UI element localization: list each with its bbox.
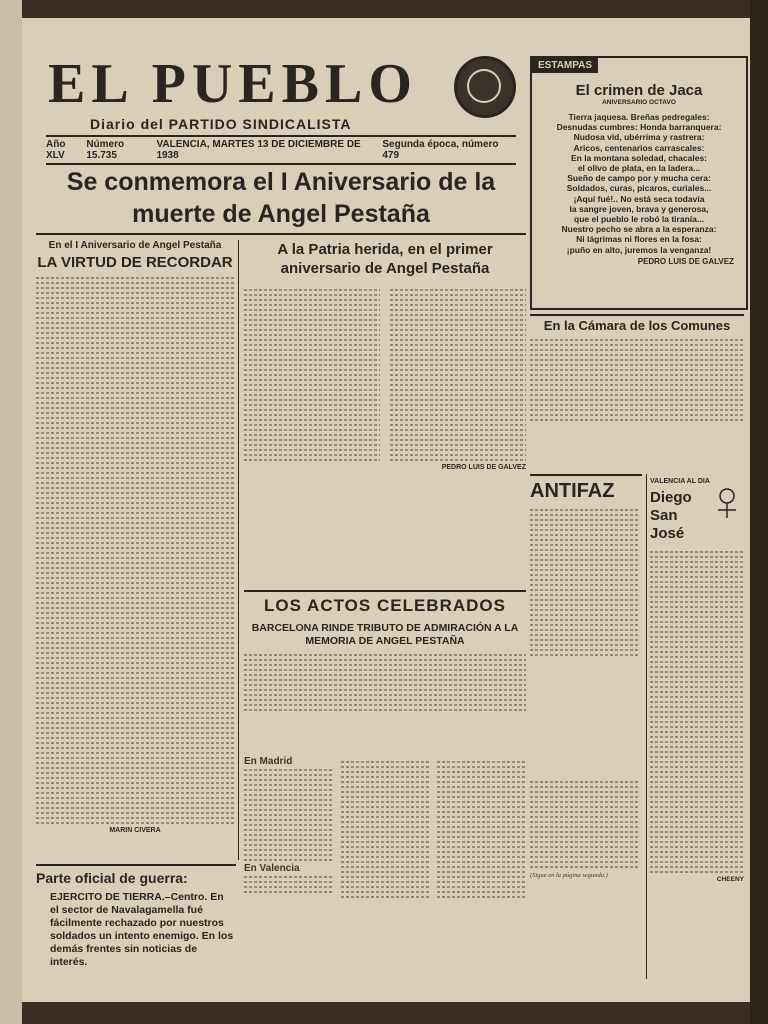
estampas-box: [530, 56, 748, 310]
estampas-subtitle: ANIVERSARIO OCTAVO: [602, 99, 676, 106]
column-divider: [238, 240, 239, 860]
divider: [530, 314, 744, 316]
poem-line: Soldados, curas, picaros, curiales...: [566, 183, 712, 194]
camara-article: [530, 318, 744, 424]
poem-line: el olivo de plata, en la ladera...: [577, 163, 701, 174]
valencia-heading: En Valencia: [244, 863, 300, 874]
masthead-subtitle: Diario del PARTIDO SINDICALISTA: [90, 116, 352, 132]
poem-line: Sueño de campo por y mucha cera:: [567, 173, 711, 184]
actos-subtitle: BARCELONA RINDE TRIBUTO DE ADMIRACIÓN A LA MEMORIA DE ANGEL PESTAÑA: [251, 622, 519, 647]
poem-line: ¡Aquí fué!.. No está seca todavía: [573, 193, 705, 204]
valencia-dia-signature: CHEENY: [716, 876, 744, 883]
poem-line: En la montana soledad, chacales:: [570, 152, 708, 163]
newspaper-page: [22, 18, 750, 1002]
divider: [530, 474, 642, 476]
poem-line: la sangre joven, brava y generosa,: [569, 203, 709, 214]
valencia-dia-article: [650, 478, 744, 883]
epoch: Segunda época, número 479: [382, 139, 499, 161]
column-divider: [646, 474, 647, 979]
date: VALENCIA, MARTES 13 DE DICIEMBRE DE 1938: [156, 139, 361, 161]
antifaz-article: [530, 480, 640, 659]
divider: [244, 590, 526, 592]
left-signature: MARIN CIVERA: [109, 827, 161, 834]
poem-line: Tierra jaquesa. Breñas pedregales:: [568, 112, 710, 122]
valencia-dia-title: Diego San José: [650, 489, 692, 542]
party-seal-icon: [454, 56, 516, 118]
camara-title: En la Cámara de los Comunes: [543, 318, 731, 333]
poem-line: ¡puño en alto, juremos la venganza!: [566, 244, 712, 255]
dateline: [46, 135, 516, 165]
madrid-heading: En Madrid: [244, 756, 293, 767]
estampas-tag: ESTAMPAS: [532, 58, 598, 73]
left-body: [36, 277, 234, 824]
actos-article: [244, 596, 526, 714]
left-kicker: En el I Aniversario de Angel Pestaña: [48, 240, 222, 251]
guerra-body: EJERCITO DE TIERRA.–Centro. En el sector de Navalagamella fué fácilmente rechazado por nuestros soldados un intento enemigo. En los demás frentes sin noticias de interés.: [50, 891, 234, 968]
caricature-icon: [712, 486, 742, 526]
divider: [36, 233, 526, 235]
previous-page-edge: [0, 0, 22, 1024]
antifaz-title: ANTIFAZ: [530, 480, 615, 502]
valencia-dia-tag: VALENCIA AL DIA: [650, 478, 710, 485]
estampas-title: El crimen de Jaca: [575, 82, 703, 99]
estampas-poem: [532, 112, 746, 255]
guerra-article: [36, 870, 234, 969]
divider: [36, 864, 236, 866]
left-title: LA VIRTUD DE RECORDAR: [37, 254, 233, 271]
poem-line: que el pueblo le robó la tiranía...: [574, 214, 704, 225]
center-title: A la Patria herida, en el primer aniversario de Angel Pestaña: [277, 241, 493, 277]
main-headline: Se conmemora el I Aniversario de la muerte de Angel Pestaña: [66, 168, 496, 228]
issue-number: Número 15.735: [86, 139, 125, 161]
page-shadow: [750, 0, 768, 1024]
estampas-signature: PEDRO LUIS DE GALVEZ: [637, 256, 734, 266]
actos-columns: [244, 758, 526, 901]
actos-title: LOS ACTOS CELEBRADOS: [264, 596, 506, 615]
poem-line: Nudosa vid, ubérrima y rastrera:: [573, 132, 705, 143]
left-article: [36, 240, 234, 834]
poem-line: Aricos, centenarios carrascales:: [573, 142, 705, 153]
masthead-title: EL PUEBLO: [48, 53, 418, 115]
center-article: [244, 240, 526, 471]
poem-line: Ni lágrimas ni flores en la fosa:: [576, 234, 702, 245]
year: Año XLV: [46, 139, 66, 161]
poem-line: Desnudas cumbres: Honda barranquera:: [556, 122, 722, 133]
center-signature: PEDRO LUIS DE GALVEZ: [441, 464, 526, 471]
antifaz-continuation: [530, 778, 640, 880]
continuation-note: (Sigue en la página segunda.): [530, 872, 608, 879]
poem-line: Nuestro pecho se abra a la esperanza:: [561, 224, 717, 235]
guerra-title: Parte oficial de guerra:: [36, 870, 188, 886]
